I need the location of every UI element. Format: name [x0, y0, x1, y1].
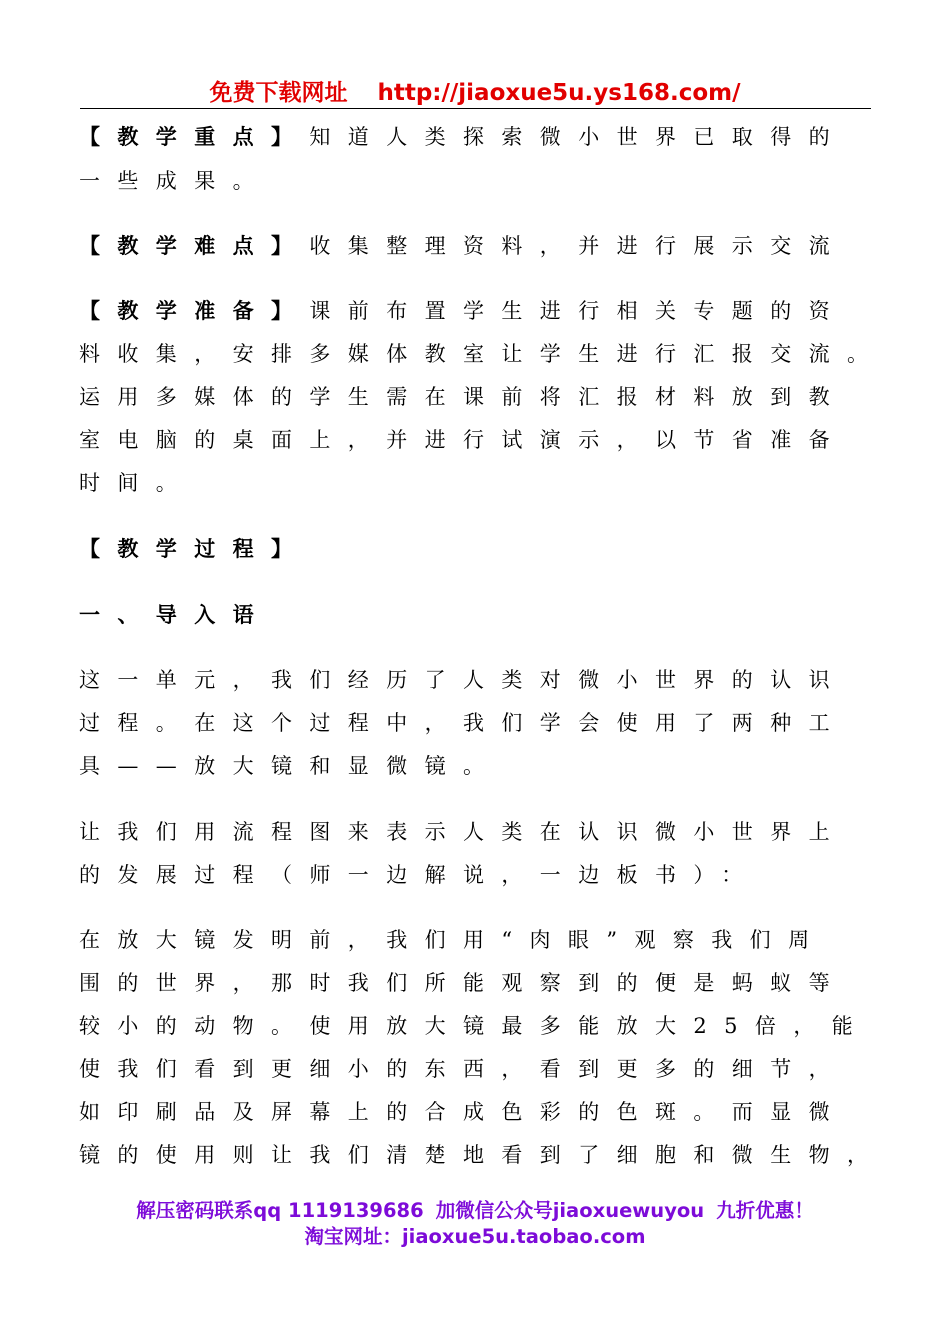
preparation-line-4: 室电脑的桌面上，并进行试演示，以节省准备 — [79, 428, 847, 452]
preparation-line-5: 时间。 — [79, 471, 195, 495]
intro-heading — [79, 600, 271, 630]
para1-line-2: 过程。在这个过程中，我们学会使用了两种工 — [79, 711, 847, 735]
para3-line-5: 如印刷品及屏幕上的合成色彩的色斑。而显微 — [79, 1100, 847, 1124]
footer-wechat: 加微信公众号jiaoxuewuyou — [435, 1199, 705, 1222]
key-point-line-2: 一些成果。 — [79, 169, 271, 193]
para3-line-6: 镜的使用则让我们清楚地看到了细胞和微生物， — [79, 1143, 886, 1167]
para3-line-1: 在放大镜发明前，我们用“肉眼”观察我们周 — [79, 928, 827, 952]
download-label: 免费下载网址 — [209, 80, 348, 106]
preparation-text: 课前布置学生进行相关专题的资 — [309, 299, 848, 323]
difficulty-line — [79, 231, 847, 261]
download-header — [0, 74, 950, 112]
process-heading — [79, 534, 309, 564]
para1-line-3: 具——放大镜和显微镜。 — [79, 754, 502, 778]
key-point-label: 【教学重点】 — [79, 124, 310, 149]
difficulty-label: 【教学难点】 — [79, 233, 310, 258]
header-divider — [80, 108, 871, 109]
footer-taobao-link[interactable]: 淘宝网址：jiaoxue5u.taobao.com — [304, 1225, 646, 1248]
footer-contact-line — [0, 1197, 950, 1225]
preparation-label: 【教学准备】 — [79, 298, 310, 323]
footer-discount: 九折优惠！ — [716, 1199, 814, 1222]
key-point-text: 知道人类探索微小世界已取得的 — [309, 125, 848, 149]
download-url-link[interactable]: http://jiaoxue5u.ys168.com/ — [377, 80, 741, 106]
para3-line-4: 使我们看到更细小的东西，看到更多的细节， — [79, 1057, 847, 1081]
difficulty-text: 收集整理资料，并进行展示交流 — [309, 234, 848, 258]
para2-line-2: 的发展过程（师一边解说，一边板书）： — [79, 863, 760, 887]
para2-line-1: 让我们用流程图来表示人类在认识微小世界上 — [79, 820, 847, 844]
footer-contact: 解压密码联系qq 1119139686 — [136, 1199, 424, 1222]
preparation-line-3: 运用多媒体的学生需在课前将汇报材料放到教 — [79, 385, 847, 409]
para3-line-3: 较小的动物。使用放大镜最多能放大25倍，能 — [79, 1014, 871, 1038]
para3-line-2: 围的世界，那时我们所能观察到的便是蚂蚁等 — [79, 971, 847, 995]
preparation-line-2: 料收集，安排多媒体教室让学生进行汇报交流。 — [79, 342, 886, 366]
intro-heading-text: 一、导入语 — [79, 602, 271, 627]
preparation-line-1 — [79, 296, 847, 326]
key-point-line-1 — [79, 122, 847, 152]
process-label: 【教学过程】 — [79, 536, 310, 561]
para1-line-1: 这一单元，我们经历了人类对微小世界的认识 — [79, 668, 847, 692]
